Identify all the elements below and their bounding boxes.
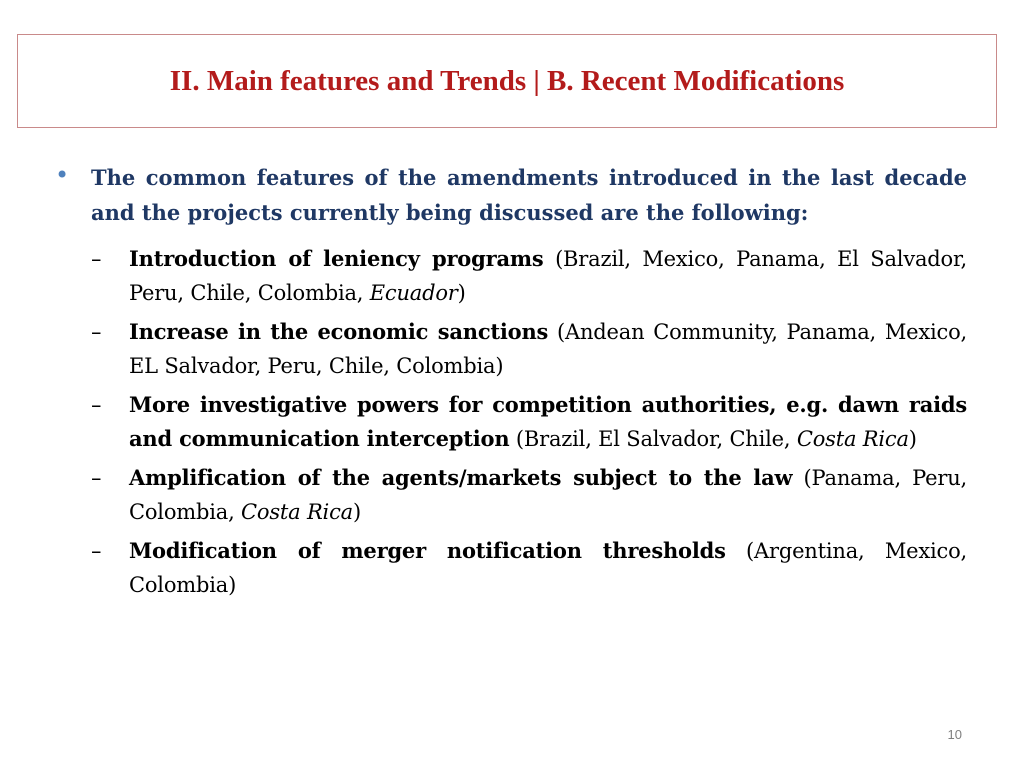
list-item	[91, 461, 967, 529]
slide-title: II. Main features and Trends | B. Recent Modifications	[169, 64, 845, 97]
item-bold-text: Introduction of leniency programs	[129, 246, 544, 271]
item-plain-text: (Andean Community, Panama, Mexico, EL Salvador, Peru, Chile, Colombia)	[129, 320, 967, 378]
list-item	[91, 242, 967, 310]
page-number: 10	[947, 727, 962, 742]
item-tail-text: )	[352, 500, 361, 524]
sub-bullet-list	[55, 242, 967, 602]
title-box	[17, 34, 997, 128]
item-tail-text: )	[908, 427, 917, 451]
list-item-text	[129, 461, 967, 529]
list-item-text	[129, 242, 967, 310]
item-plain-text: (Brazil, Mexico, Panama, El Salvador, Peru, Chile, Colombia,	[129, 247, 968, 305]
item-plain-text: (Argentina, Mexico, Colombia)	[129, 539, 967, 597]
dash-icon: –	[91, 466, 102, 490]
main-bullet	[55, 160, 967, 230]
item-italic-text: Ecuador	[369, 281, 458, 305]
item-plain-text: (Panama, Peru, Colombia,	[129, 466, 967, 524]
item-bold-text: Amplification of the agents/markets subject to the law	[129, 465, 793, 490]
item-bold-text: Modification of merger notification thresholds	[129, 538, 726, 563]
list-item	[91, 388, 967, 456]
dash-icon: –	[91, 539, 102, 563]
list-item	[91, 534, 967, 602]
bullet-dot-icon: •	[55, 161, 70, 189]
list-item-text	[129, 388, 967, 456]
item-italic-text: Costa Rica	[796, 427, 909, 451]
item-bold-text: More investigative powers for competition authorities, e.g. dawn raids and communication interception	[129, 392, 967, 451]
item-plain-text: (Brazil, El Salvador, Chile,	[509, 427, 797, 451]
item-tail-text: )	[457, 281, 466, 305]
dash-icon: –	[91, 247, 102, 271]
list-item-text	[129, 534, 967, 602]
item-bold-text: Increase in the economic sanctions	[129, 319, 549, 344]
slide-content	[55, 160, 967, 607]
item-italic-text: Costa Rica	[241, 500, 353, 524]
list-item	[91, 315, 967, 383]
dash-icon: –	[91, 393, 102, 417]
dash-icon: –	[91, 320, 102, 344]
intro-text: The common features of the amendments introduced in the last decade and the projects currently being discussed are the following:	[91, 165, 967, 225]
list-item-text	[129, 315, 967, 383]
